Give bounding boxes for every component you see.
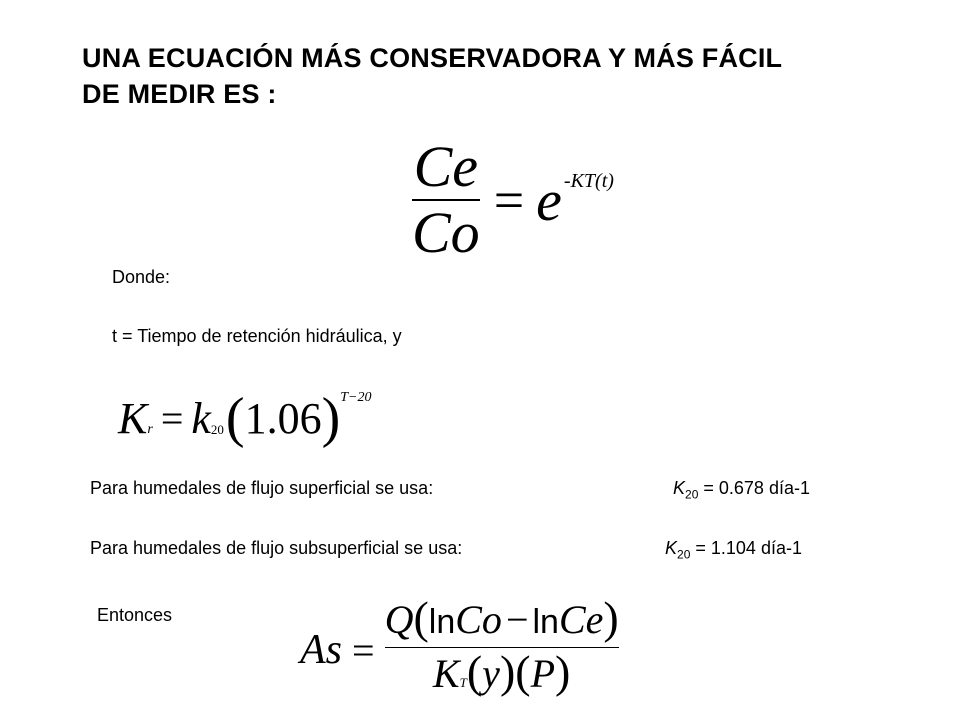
ln-1: ln (428, 602, 456, 641)
base-106: 1.06 (244, 393, 322, 443)
den-open-paren-1: ( (466, 645, 483, 697)
t-definition: t = Tiempo de retención hidráulica, y (112, 326, 402, 346)
k20-symbol-subsuperficial: K (665, 538, 678, 558)
co-symbol: Co (455, 596, 502, 642)
q-symbol: Q (384, 596, 414, 642)
fraction-as (384, 591, 619, 705)
numerator-as (384, 591, 619, 644)
numerator-ce: Ce (413, 134, 479, 199)
equation-kr (118, 388, 371, 448)
den-close-paren-1: ) (499, 645, 516, 697)
k20-value-superficial: = 0.678 día-1 (703, 478, 810, 498)
ce-symbol: Ce (558, 596, 604, 642)
k20-symbol-superficial: K (673, 478, 686, 498)
k20-sub-superficial: 20 (685, 487, 699, 502)
close-paren: ) (321, 387, 341, 449)
entonces-label: Entonces (97, 605, 173, 625)
denominator-as (432, 645, 571, 705)
kr-subscript: r (147, 422, 153, 437)
slide-title (82, 40, 922, 112)
num-close-paren: ) (603, 591, 619, 643)
title-line-2: DE MEDIR ES : (82, 79, 277, 109)
row-superficial-label: Para humedales de flujo superficial se usa: (90, 478, 434, 498)
denominator-co: Co (412, 200, 480, 265)
num-open-paren: ( (413, 591, 429, 643)
exp-base-e: e (536, 167, 562, 233)
den-open-paren-2: ( (515, 645, 531, 697)
k20-value-subsuperficial: = 1.104 día-1 (695, 538, 802, 558)
donde-label: Donde: (112, 267, 171, 287)
exponent-kt: -KT(t) (563, 170, 614, 192)
kt-subscript: T (459, 674, 467, 690)
y-symbol: y (482, 650, 500, 696)
minus-sign: − (505, 596, 529, 642)
as-symbol: As (300, 627, 342, 673)
fraction-ce-co (412, 134, 480, 265)
equals-sign: = (493, 170, 525, 230)
equation-ce-co (412, 134, 614, 265)
row-subsuperficial-value (665, 537, 802, 566)
kr-symbol: K (118, 393, 148, 443)
row-subsuperficial-label: Para humedales de flujo subsuperficial se usa: (90, 538, 463, 558)
exponent-t-20: T−20 (340, 390, 372, 405)
k20-symbol: k (191, 393, 211, 443)
row-superficial-value (673, 477, 810, 506)
kr-equals: = (160, 395, 184, 441)
p-symbol: P (530, 650, 556, 696)
open-paren: ( (225, 387, 245, 449)
title-line-1: UNA ECUACIÓN MÁS CONSERVADORA Y MÁS FÁCIL (82, 43, 783, 73)
den-close-paren-2: ) (555, 645, 571, 697)
ln-2: ln (532, 602, 559, 641)
k20-sub-subsuperficial: 20 (677, 547, 691, 562)
k20-subscript: 20 (210, 422, 224, 437)
equation-as (300, 591, 619, 700)
kt-symbol: K (432, 650, 460, 696)
as-equals: = (352, 627, 375, 673)
